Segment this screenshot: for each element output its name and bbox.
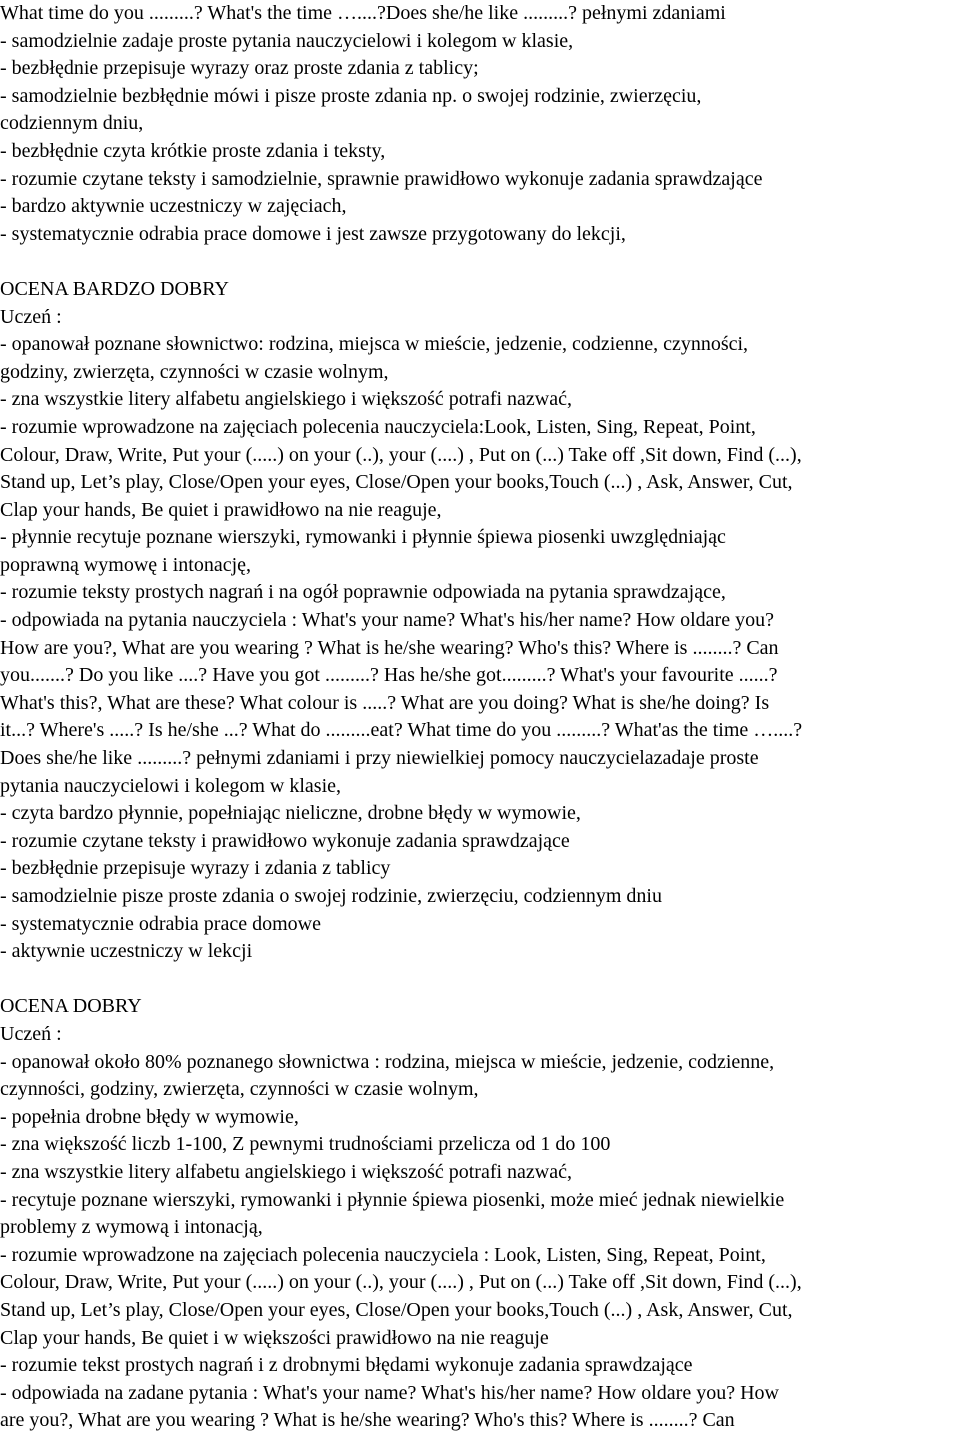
text-line: godziny, zwierzęta, czynności w czasie wolnym, (0, 360, 389, 383)
text-line: are you?, What are you wearing ? What is he/she wearing? Who's this? Where is ........? Can (0, 1409, 735, 1432)
criteria-item: - popełnia drobne błędy w wymowie, (0, 1105, 299, 1128)
criteria-item: - zna większość liczb 1-100, Z pewnymi trudnościami przelicza od 1 do 100 (0, 1133, 611, 1156)
criteria-item: - rozumie czytane teksty i samodzielnie, sprawnie prawidłowo wykonuje zadania sprawdzające (0, 167, 763, 190)
criteria-item: - rozumie tekst prostych nagrań i z drobnymi błędami wykonuje zadania sprawdzające (0, 1354, 693, 1377)
blank-line (0, 248, 960, 276)
text-line: Does she/he like .........? pełnymi zdaniami i przy niewielkiej pomocy nauczycielazadaje proste (0, 747, 759, 770)
criteria-item: - opanował około 80% poznanego słownictwa : rodzina, miejsca w mieście, jedzenie, codzienne, (0, 1050, 775, 1073)
text-line: it...? Where's .....? Is he/she ...? What do .........eat? What time do you .........? What'as the time …....? (0, 719, 803, 742)
text-line: pytania nauczycielowi i kolegom w klasie, (0, 774, 342, 797)
criteria-item: - płynnie recytuje poznane wierszyki, rymowanki i płynnie śpiewa piosenki uwzględniając (0, 526, 726, 549)
text-line: Colour, Draw, Write, Put your (.....) on your (..), your (....) , Put on (...) Take off ,Sit down, Find (...), (0, 1271, 802, 1294)
text-line: you.......? Do you like ....? Have you got .........? Has he/she got.........? What's your favourite ......? (0, 664, 778, 687)
text-line: Stand up, Let’s play, Close/Open your eyes, Close/Open your books,Touch (...) , Ask, Answer, Cut, (0, 1298, 793, 1321)
text-line: How are you?, What are you wearing ? What is he/she wearing? Who's this? Where is ........? Can (0, 636, 779, 659)
criteria-item: - zna wszystkie litery alfabetu angielskiego i większość potrafi nazwać, (0, 1160, 573, 1183)
criteria-item: - bezbłędnie przepisuje wyrazy oraz proste zdania z tablicy; (0, 57, 479, 80)
text-line: poprawną wymowę i intonację, (0, 553, 252, 576)
blank-line (0, 966, 960, 994)
text-line: Colour, Draw, Write, Put your (.....) on your (..), your (....) , Put on (...) Take off ,Sit down, Find (...), (0, 443, 802, 466)
criteria-item: - odpowiada na zadane pytania : What's your name? What's his/her name? How oldare you? How (0, 1381, 779, 1404)
text-line: Stand up, Let’s play, Close/Open your eyes, Close/Open your books,Touch (...) , Ask, Answer, Cut, (0, 471, 793, 494)
criteria-item: - opanował poznane słownictwo: rodzina, miejsca w mieście, jedzenie, codzienne, czynności, (0, 333, 749, 356)
criteria-item: - odpowiada na pytania nauczyciela : What's your name? What's his/her name? How oldare you? (0, 609, 774, 632)
student-label: Uczeń : (0, 1022, 62, 1045)
text-line: problemy z wymową i intonacją, (0, 1216, 263, 1239)
criteria-item: - bezbłędnie czyta krótkie proste zdania i teksty, (0, 139, 386, 162)
criteria-item: - bardzo aktywnie uczestniczy w zajęciach, (0, 195, 347, 218)
text-line: What time do you .........? What's the time …....?Does she/he like .........? pełnymi zdaniami (0, 2, 726, 24)
criteria-item: - rozumie czytane teksty i prawidłowo wykonuje zadania sprawdzające (0, 829, 570, 852)
text-line: What's this?, What are these? What colour is .....? What are you doing? What is she/he doing? Is (0, 691, 770, 714)
text-line: codziennym dniu, (0, 112, 144, 135)
text-line: Clap your hands, Be quiet i prawidłowo na nie reaguje, (0, 498, 442, 521)
criteria-item: - systematycznie odrabia prace domowe i jest zawsze przygotowany do lekcji, (0, 222, 626, 245)
criteria-item: - bezbłędnie przepisuje wyrazy i zdania z tablicy (0, 857, 391, 880)
criteria-item: - rozumie wprowadzone na zajęciach polecenia nauczyciela:Look, Listen, Sing, Repeat, Point, (0, 415, 756, 438)
text-line: Clap your hands, Be quiet i w większości prawidłowo na nie reaguje (0, 1326, 549, 1349)
criteria-item: - rozumie wprowadzone na zajęciach polecenia nauczyciela : Look, Listen, Sing, Repeat, Point, (0, 1243, 766, 1266)
criteria-item: - samodzielnie bezbłędnie mówi i pisze proste zdania np. o swojej rodzinie, zwierzęciu, (0, 84, 702, 107)
criteria-item: - recytuje poznane wierszyki, rymowanki i płynnie śpiewa piosenki, może mieć jednak niewielkie (0, 1188, 785, 1211)
grade-heading: OCENA BARDZO DOBRY (0, 277, 229, 300)
student-label: Uczeń : (0, 305, 62, 328)
text-line: czynności, godziny, zwierzęta, czynności w czasie wolnym, (0, 1078, 479, 1101)
criteria-item: - systematycznie odrabia prace domowe (0, 912, 321, 935)
criteria-item: - zna wszystkie litery alfabetu angielskiego i większość potrafi nazwać, (0, 388, 573, 411)
criteria-item: - aktywnie uczestniczy w lekcji (0, 940, 253, 963)
criteria-item: - samodzielnie zadaje proste pytania nauczycielowi i kolegom w klasie, (0, 29, 574, 52)
criteria-item: - rozumie teksty prostych nagrań i na ogół poprawnie odpowiada na pytania sprawdzające, (0, 581, 726, 604)
criteria-item: - samodzielnie pisze proste zdania o swojej rodzinie, zwierzęciu, codziennym dniu (0, 885, 662, 907)
criteria-item: - czyta bardzo płynnie, popełniając nieliczne, drobne błędy w wymowie, (0, 802, 581, 825)
grade-heading: OCENA DOBRY (0, 995, 142, 1018)
